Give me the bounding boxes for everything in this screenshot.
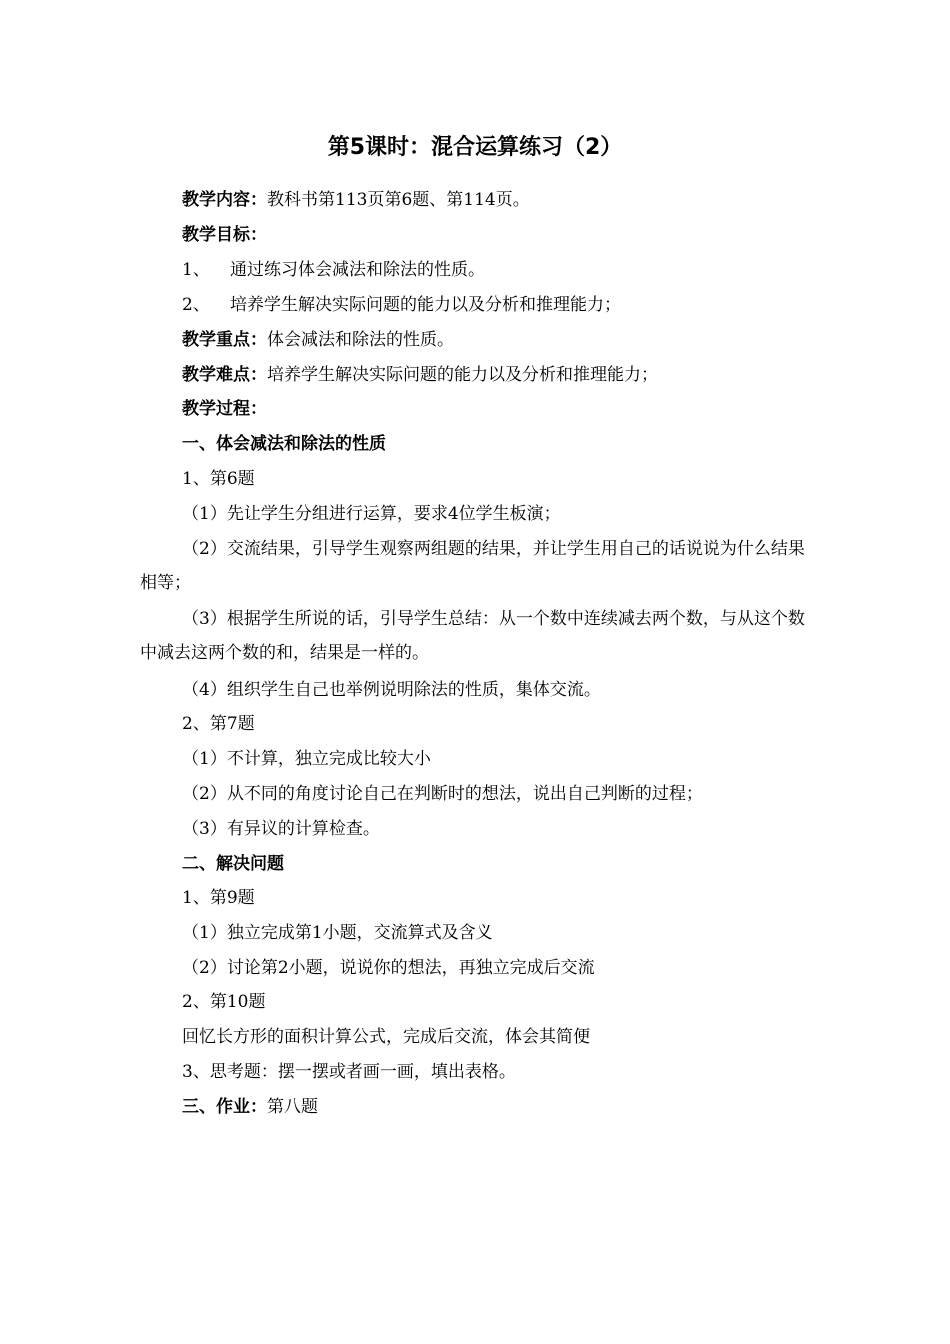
question-label: 1、第9题	[182, 888, 255, 908]
homework-text: 第八题	[267, 1097, 318, 1117]
objective-item	[182, 258, 485, 282]
question-label: 3、思考题：摆一摆或者画一画，填出表格。	[182, 1062, 516, 1082]
step-text: （1）不计算，独立完成比较大小	[182, 749, 431, 769]
objective-item	[182, 293, 621, 317]
step-text: 回忆长方形的面积计算公式，完成后交流，体会其简便	[182, 1027, 590, 1047]
difficulty-text: 培养学生解决实际问题的能力以及分析和推理能力；	[267, 365, 658, 385]
step-text: （1）独立完成第1小题，交流算式及含义	[182, 923, 493, 943]
question-label: 1、第6题	[182, 469, 255, 489]
step-text: （2）讨论第2小题，说说你的想法，再独立完成后交流	[182, 958, 595, 978]
step-text: （2）从不同的角度讨论自己在判断时的想法，说出自己判断的过程；	[182, 784, 703, 804]
difficulty-label: 教学难点：	[182, 365, 267, 385]
content-line	[182, 188, 530, 212]
key-point-line	[182, 328, 454, 352]
page-title: 第5课时：混合运算练习（2）	[327, 135, 623, 160]
content-text: 教科书第113页第6题、第114页。	[267, 190, 530, 210]
difficulty-line	[182, 363, 658, 387]
objectives-label: 教学目标：	[182, 225, 267, 245]
content-label: 教学内容：	[182, 190, 267, 210]
question-label: 2、第10题	[182, 992, 266, 1012]
section-heading: 一、体会减法和除法的性质	[182, 434, 386, 454]
step-text: （2）交流结果，引导学生观察两组题的结果，并让学生用自己的话说说为什么结果相等；	[140, 539, 805, 593]
objective-text: 培养学生解决实际问题的能力以及分析和推理能力；	[230, 295, 621, 315]
step-text: （3）有异议的计算检查。	[182, 819, 380, 839]
question-label: 2、第7题	[182, 714, 255, 734]
objective-text: 通过练习体会减法和除法的性质。	[230, 260, 485, 280]
process-label: 教学过程：	[182, 399, 267, 419]
key-point-text: 体会减法和除法的性质。	[267, 330, 454, 350]
objective-num: 1、	[182, 260, 210, 280]
step-text: （4）组织学生自己也举例说明除法的性质，集体交流。	[182, 680, 601, 700]
homework-line	[182, 1095, 318, 1119]
step-text: （1）先让学生分组进行运算，要求4位学生板演；	[182, 504, 561, 524]
key-point-label: 教学重点：	[182, 330, 267, 350]
homework-label: 三、作业：	[182, 1097, 267, 1117]
step-text: （3）根据学生所说的话，引导学生总结：从一个数中连续减去两个数，与从这个数中减去这两个数的和，结果是一样的。	[140, 609, 805, 663]
section-heading: 二、解决问题	[182, 854, 284, 874]
objective-num: 2、	[182, 295, 210, 315]
